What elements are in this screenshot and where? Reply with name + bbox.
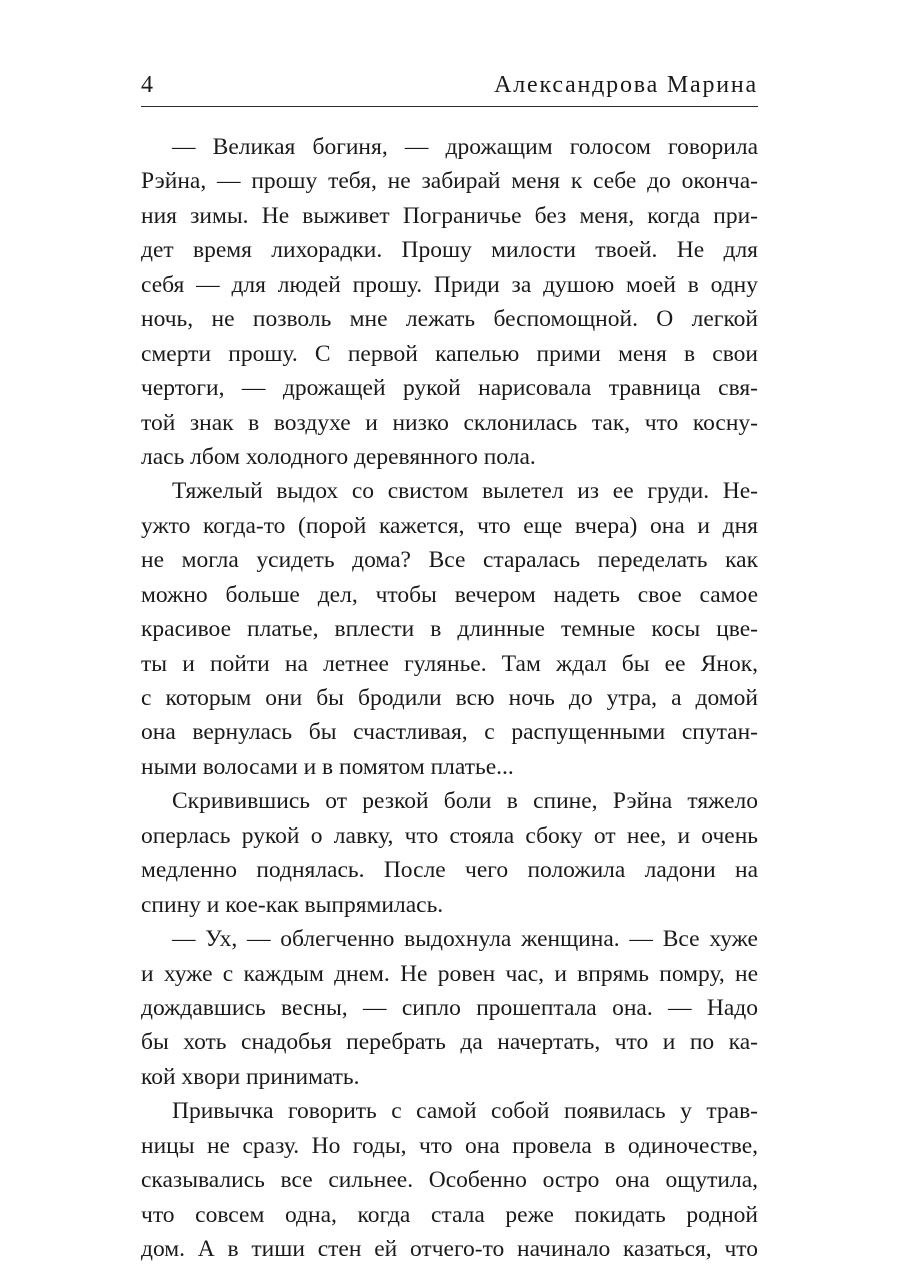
text-line: чертоги, — дрожащей рукой нарисовала травница свя- bbox=[141, 375, 758, 402]
text-line: — Ух, — облегченно выдохнула женщина. — Все хуже bbox=[172, 926, 758, 953]
text-line: она вернулась бы счастливая, с распущенными спутан- bbox=[141, 719, 758, 746]
page-number: 4 bbox=[141, 72, 154, 98]
text-line: Привычка говорить с самой собой появилась у трав- bbox=[172, 1098, 758, 1125]
paragraph-1 bbox=[141, 130, 758, 474]
text-line: оперлась рукой о лавку, что стояла сбоку от нее, и очень bbox=[141, 822, 758, 849]
body-text bbox=[141, 130, 758, 1266]
text-line: Рэйна, — прошу тебя, не забирай меня к себе до оконча- bbox=[141, 168, 758, 195]
author-name: Александрова Марина bbox=[494, 72, 758, 98]
paragraph-4 bbox=[141, 922, 758, 1094]
text-line: и хуже с каждым днем. Не ровен час, и впрямь помру, не bbox=[141, 960, 758, 987]
text-line: — Великая богиня, — дрожащим голосом говорила bbox=[172, 134, 758, 160]
paragraph-5 bbox=[141, 1094, 758, 1266]
text-line: спину и кое-как выпрямилась. bbox=[141, 891, 444, 918]
text-line: ночь, не позволь мне лежать беспомощной. О легкой bbox=[141, 306, 758, 333]
text-line: дет время лихорадки. Прошу милости твоей. Не для bbox=[141, 237, 758, 264]
text-line: красивое платье, вплести в длинные темные косы цве- bbox=[141, 616, 758, 643]
text-line: дом. А в тиши стен ей отчего-то начинало казаться, что bbox=[141, 1236, 758, 1262]
text-line: смерти прошу. С первой капелью прими меня в свои bbox=[141, 340, 758, 367]
text-line: ужто когда-то (порой кажется, что еще вчера) она и дня bbox=[141, 512, 758, 539]
text-line: Скривившись от резкой боли в спине, Рэйна тяжело bbox=[172, 788, 758, 815]
text-line: ными волосами и в помятом платье... bbox=[141, 753, 514, 780]
text-line: можно больше дел, чтобы вечером надеть свое самое bbox=[141, 581, 758, 608]
text-line: той знак в воздухе и низко склонилась так, что косну- bbox=[141, 409, 758, 436]
text-line: не могла усидеть дома? Все старалась переделать как bbox=[141, 547, 758, 574]
text-line: ния зимы. Не выживет Пограничье без меня, когда при- bbox=[141, 202, 758, 229]
text-line: лась лбом холодного деревянного пола. bbox=[141, 443, 536, 470]
text-line: Тяжелый выдох со свистом вылетел из ее груди. Не- bbox=[172, 478, 758, 505]
text-line: дождавшись весны, — сипло прошептала она. — Надо bbox=[141, 994, 758, 1021]
text-line: медленно поднялась. После чего положила ладони на bbox=[141, 857, 758, 884]
paragraph-2 bbox=[141, 474, 758, 784]
text-line: что совсем одна, когда стала реже покидать родной bbox=[141, 1201, 758, 1228]
text-line: бы хоть снадобья перебрать да начертать, что и по ка- bbox=[141, 1029, 758, 1056]
paragraph-3 bbox=[141, 784, 758, 922]
text-line: себя — для людей прошу. Приди за душою моей в одну bbox=[141, 271, 758, 298]
text-line: с которым они бы бродили всю ночь до утра, а домой bbox=[141, 685, 758, 711]
text-line: кой хвори принимать. bbox=[141, 1063, 360, 1090]
text-line: ницы не сразу. Но годы, что она провела в одиночестве, bbox=[141, 1132, 758, 1159]
text-line: сказывались все сильнее. Особенно остро она ощутила, bbox=[141, 1167, 758, 1194]
text-line: ты и пойти на летнее гулянье. Там ждал бы ее Янок, bbox=[141, 650, 758, 677]
running-header bbox=[141, 66, 758, 107]
